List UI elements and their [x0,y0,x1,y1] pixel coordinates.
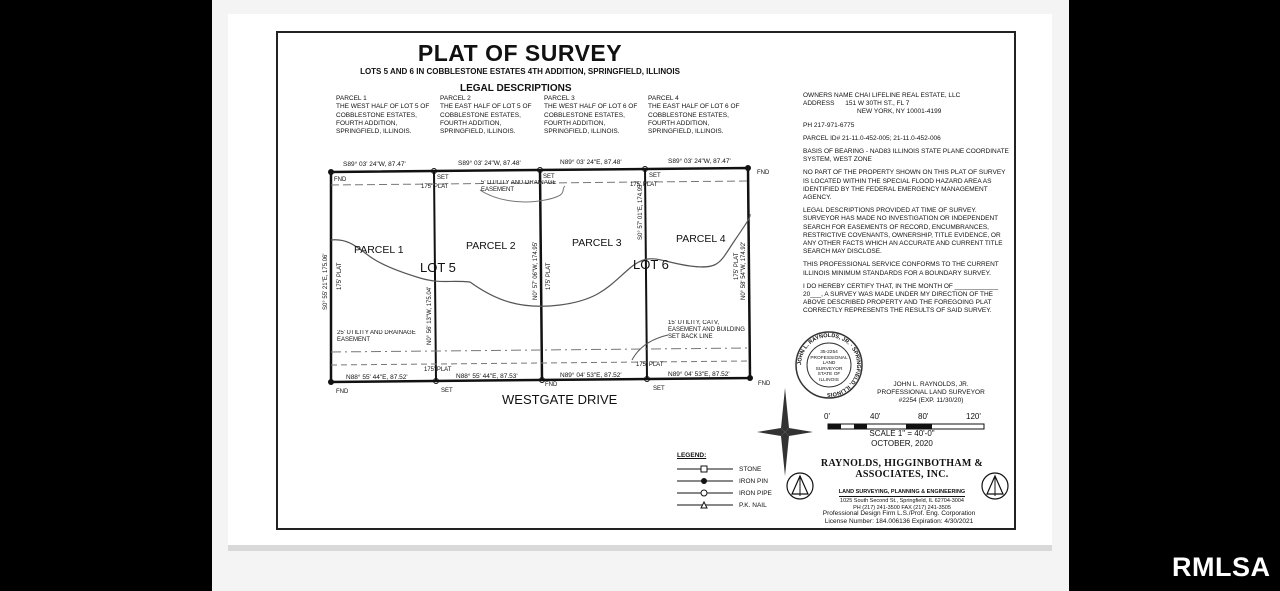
vertical-bearing-3: N0° 57' 06"W, 174.95' [533,241,539,300]
iron-pin-symbol-icon [677,477,733,485]
top-easement-label: 5' UTILITY AND DRAINAGE EASEMENT [481,180,557,193]
license-line-1: Professional Design Firm L.S./Prof. Eng. Corporation [822,510,976,517]
parcel-1-label: PARCEL 1 [354,244,404,256]
surveyor-signature-block [876,381,986,406]
plat-dimension: 175' PLAT [424,367,452,373]
seal-center [810,350,848,384]
right-easement [668,320,748,348]
iron-pipe-symbol-icon [677,489,733,497]
surveyor-seal [796,332,862,398]
vertical-bearing-2: N0° 56' 13"W, 175.04' [427,286,433,345]
top-bearing-3: N89° 03' 24"E, 87.48' [560,159,622,166]
corner-monument [328,169,334,175]
legend-item [677,475,772,487]
parcel-text: THE WEST HALF OF LOT 5 OF COBBLESTONE ESTATES, FOURTH ADDITION, SPRINGFIELD, ILLINOIS. [336,103,430,136]
legend-label: STONE [739,465,762,473]
set-label: SET [653,386,665,392]
pk-nail-symbol-icon [677,501,733,509]
top-easement [481,180,561,200]
scale-tick: 0' [824,412,830,421]
plat-dimension: 175' PLAT [734,252,740,280]
seal-ring-path: JOHN L. RAYNOLDS, JR. · SPRINGFIELD, ILLINOIS [796,332,862,398]
fnd-label: FND [545,382,558,388]
owner-phone: PH 217-971-6775 [803,121,855,129]
plat-subtitle: LOTS 5 AND 6 IN COBBLESTONE ESTATES 4TH ADDITION, SPRINGFIELD, ILLINOIS [360,67,680,76]
easement-leader [632,335,668,360]
scale-bar [824,412,984,429]
set-label: SET [649,173,661,179]
lot-line-5-6 [540,170,542,380]
parcel-heading: PARCEL 1 [336,95,367,102]
fnd-label: FND [334,177,347,183]
scale-caption [867,429,937,449]
bottom-bearing-1: N88° 55' 44"E, 87.52' [346,374,408,381]
parcel-line-1-2 [434,171,436,381]
fnd-label: FND [757,170,770,176]
legend-item [677,463,772,475]
right-easement-label: 15' UTILITY, CATV, EASEMENT AND BUILDING SET BACK LINE [668,320,745,340]
legend-label: IRON PIN [739,477,768,485]
firm-phone: PH (217) 241-3500 FAX (217) 241-3505 [853,505,951,511]
bottom-bearing-4: N89° 04' 53"E, 87.52' [668,371,730,378]
street-name: WESTGATE DRIVE [502,392,618,407]
top-bearing-1: S89° 03' 24"W, 87.47' [343,161,406,168]
bottom-bearing-2: N88° 55' 44"E, 87.53' [456,373,518,380]
legal-note: LEGAL DESCRIPTIONS PROVIDED AT TIME OF SURVEY. SURVEYOR HAS MADE NO INVESTIGATION OR INDEPENDENT SEARCH FOR EASEMENTS OF RECORD, ENCUMBRANCES, RESTRICTIVE COVENANTS, OWNERSHIP, TITLE EVIDENCE, OR ANY OTHER FACTS WHICH AN ACCURATE AND CURRENT TITLE SEARCH MAY DISCLOSE. [803,207,1003,256]
fnd-label: FND [758,381,771,387]
top-bearing-4: S89° 03' 24"W, 87.47' [668,158,731,165]
plat-dimension: 175' PLAT [421,184,449,190]
seal-center-text: 35-2254 PROFESSIONAL LAND SURVEYOR STATE OF ILLINOIS [810,350,848,383]
vertical-bearing-4: S0° 57' 01"E, 174.95' [638,183,644,240]
parcel-3-label: PARCEL 3 [572,237,622,249]
firm-address: 1025 South Second St., Springfield, IL 62704-3004 [840,498,964,504]
vertical-bearing-1: S0° 55' 21"E, 175.06' [323,253,329,310]
owner-name: OWNERS NAME CHAI LIFELINE REAL ESTATE, LLC [803,92,961,99]
plat-title: PLAT OF SURVEY [417,40,623,66]
firm-name: RAYNOLDS, HIGGINBOTHAM & ASSOCIATES, INC. [820,458,984,480]
left-easement [337,330,419,350]
corner-monument [747,375,753,381]
firm-tagline: LAND SURVEYING, PLANNING & ENGINEERING [838,489,966,495]
plat-dimension: 175' PLAT [337,262,343,290]
top-bearing-2: S89° 03' 24"W, 87.48' [458,160,521,167]
scale-tick: 80' [918,412,929,421]
parcel-4-label: PARCEL 4 [676,233,726,245]
basis-of-bearing: BASIS OF BEARING - NAD83 ILLINOIS STATE PLANE COORDINATE SYSTEM, WEST ZONE [803,148,1009,164]
set-label: SET [441,388,453,394]
license-line-2: License Number: 184.006136 Expiration: 4/30/2021 [824,518,974,525]
bottom-bearing-3: N89° 04' 53"E, 87.52' [560,372,622,379]
fnd-label: FND [336,389,349,395]
legal-descriptions-heading: LEGAL DESCRIPTIONS [460,83,572,94]
parcel-text: THE WEST HALF OF LOT 6 OF COBBLESTONE ESTATES, FOURTH ADDITION, SPRINGFIELD, ILLINOIS. [544,103,638,136]
parcel-text: THE EAST HALF OF LOT 6 OF COBBLESTONE ESTATES, FOURTH ADDITION, SPRINGFIELD, ILLINOIS. [648,103,740,136]
rmlsa-watermark: RMLSA [1172,552,1271,582]
corner-monument [328,379,334,385]
plat-dimension: 175' PLAT [630,182,658,188]
parcel-id: PARCEL ID# 21-11.0-452-005; 21-11.0-452-006 [803,134,941,142]
stone-symbol-icon [677,465,733,473]
lot-6-label: LOT 6 [633,257,669,272]
scale-tick: 40' [870,412,881,421]
corner-monument [745,165,751,171]
scale-text: SCALE 1" = 40'-0" [869,429,935,438]
legend-item [677,499,772,511]
plat-dimension: 175' PLAT [546,262,552,290]
legend [677,452,772,511]
lot-5-label: LOT 5 [420,260,456,275]
parcel-heading: PARCEL 3 [544,95,575,102]
flood-note: NO PART OF THE PROPERTY SHOWN ON THIS PLAT OF SURVEY IS LOCATED WITHIN THE SPECIAL FLOOD HAZARD AREA AS IDENTIFIED BY THE FEDERAL EMERGENCY MANAGEMENT AGENCY. [803,169,1006,202]
setback-line [331,361,750,365]
certification: I DO HEREBY CERTIFY THAT, IN THE MONTH OF ____________ 20___, A SURVEY WAS MADE UNDER MY DIRECTION OF THE ABOVE DESCRIBED PROPERTY AND THE FOREGOING PLAT CORRECTLY REPRESENTS THE RESULTS OF SAID SURVEY. [803,282,999,315]
left-easement-label: 25' UTILITY AND DRAINAGE EASEMENT [337,330,416,343]
conformance-note: THIS PROFESSIONAL SERVICE CONFORMS TO THE CURRENT ILLINOIS MINIMUM STANDARDS FOR A BOUNDARY SURVEY. [803,261,999,277]
set-label: SET [437,175,449,181]
legend-title: LEGEND: [677,452,707,459]
surveyor-license: #2254 (EXP. 11/30/20) [898,397,964,405]
firm-block [792,458,1012,512]
vertical-bearing-5: N0° 58' 54"W, 174.92' [741,241,747,300]
parcel-2-label: PARCEL 2 [466,240,516,252]
plat-dimension: 175' PLAT [636,362,664,368]
parcel-line-3-4 [645,169,647,379]
set-label: SET [543,174,555,180]
license-block [804,510,994,526]
parcel-text: THE EAST HALF OF LOT 5 OF COBBLESTONE ESTATES, FOURTH ADDITION, SPRINGFIELD, ILLINOIS. [440,103,532,136]
parcel-heading: PARCEL 2 [440,95,471,102]
parcel-heading: PARCEL 4 [648,95,679,102]
survey-date: OCTOBER, 2020 [871,439,933,448]
address-line-1: 151 W 30TH ST., FL 7 [845,100,910,108]
surveyor-name: JOHN L. RAYNOLDS, JR. [893,381,969,388]
address-label: ADDRESS [803,100,835,108]
surveyor-title: PROFESSIONAL LAND SURVEYOR [877,389,985,397]
address-line-2: NEW YORK, NY 10001-4199 [857,108,942,116]
legend-label: IRON PIPE [739,489,772,497]
legend-item [677,487,772,499]
scale-tick: 120' [966,412,981,421]
legend-label: P.K. NAIL [739,501,767,509]
